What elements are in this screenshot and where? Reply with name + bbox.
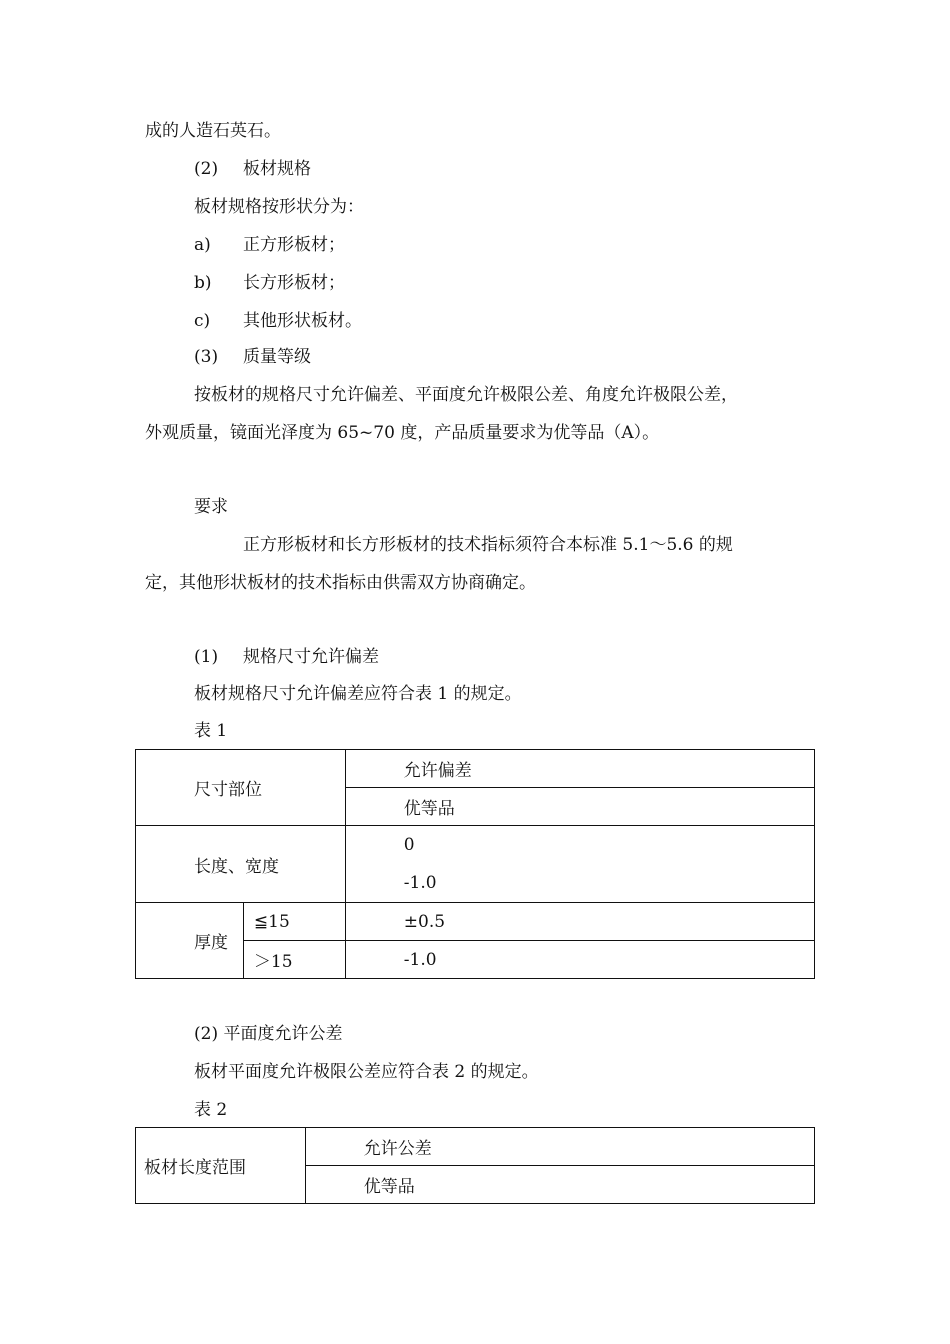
paragraph-req-line-2: 定，其他形状板材的技术指标由供需双方协商确定。 <box>145 573 536 593</box>
paragraph-grade-line-1: 按板材的规格尺寸允许偏差、平面度允许极限公差、角度允许极限公差， <box>194 385 738 405</box>
table-value: -1.0 <box>403 873 437 893</box>
table-2-caption: 表 2 <box>194 1100 228 1120</box>
table-cell: ＞15 <box>243 941 345 979</box>
paragraph-dimension: 板材规格尺寸允许偏差应符合表 1 的规定。 <box>194 684 522 704</box>
table-header-cell: 板材长度范围 <box>136 1128 306 1204</box>
heading-text: 板材规格 <box>243 159 311 179</box>
heading-flatness-tolerance: (2) 平面度允许公差 <box>194 1024 343 1044</box>
table-1-caption: 表 1 <box>194 721 228 741</box>
table-header-cell: 尺寸部位 <box>136 750 346 826</box>
heading-board-spec <box>194 157 311 181</box>
paragraph-grade-line-2: 外观质量，镜面光泽度为 65~70 度，产品质量要求为优等品（A）。 <box>145 423 660 443</box>
heading-requirements: 要求 <box>194 497 228 517</box>
table-cell: -1.0 <box>345 941 814 979</box>
table-cell: 长度、宽度 <box>136 826 346 903</box>
table-header-cell: 优等品 <box>345 788 814 826</box>
paragraph-continuation: 成的人造石英石。 <box>145 121 281 141</box>
heading-number: (3) <box>194 347 219 367</box>
heading-text: 质量等级 <box>243 347 311 367</box>
paragraph-shape-intro: 板材规格按形状分为： <box>194 197 364 217</box>
list-item <box>194 233 345 257</box>
list-marker: a) <box>194 235 211 255</box>
list-marker: c) <box>194 311 211 331</box>
table-cell <box>345 826 814 903</box>
table-header-cell: 优等品 <box>305 1166 814 1204</box>
list-item <box>194 309 362 333</box>
paragraph-flatness: 板材平面度允许极限公差应符合表 2 的规定。 <box>194 1062 539 1082</box>
table-2 <box>135 1127 815 1204</box>
list-item <box>194 271 345 295</box>
list-text: 其他形状板材。 <box>243 311 362 331</box>
table-header-cell: 允许公差 <box>305 1128 814 1166</box>
heading-number: (1) <box>194 647 219 667</box>
table-value: 0 <box>403 835 415 855</box>
heading-text: 规格尺寸允许偏差 <box>243 647 379 667</box>
table-cell: ≦15 <box>243 903 345 941</box>
heading-quality-grade <box>194 345 311 369</box>
paragraph-req-line-1: 正方形板材和长方形板材的技术指标须符合本标准 5.1～5.6 的规 <box>243 535 733 555</box>
heading-number: (2) <box>194 159 219 179</box>
list-text: 正方形板材； <box>243 235 345 255</box>
table-cell: 厚度 <box>136 903 244 979</box>
heading-dimension-tolerance <box>194 645 379 669</box>
table-cell: ±0.5 <box>345 903 814 941</box>
table-1 <box>135 749 815 979</box>
list-marker: b) <box>194 273 212 293</box>
list-text: 长方形板材； <box>243 273 345 293</box>
table-header-cell: 允许偏差 <box>345 750 814 788</box>
